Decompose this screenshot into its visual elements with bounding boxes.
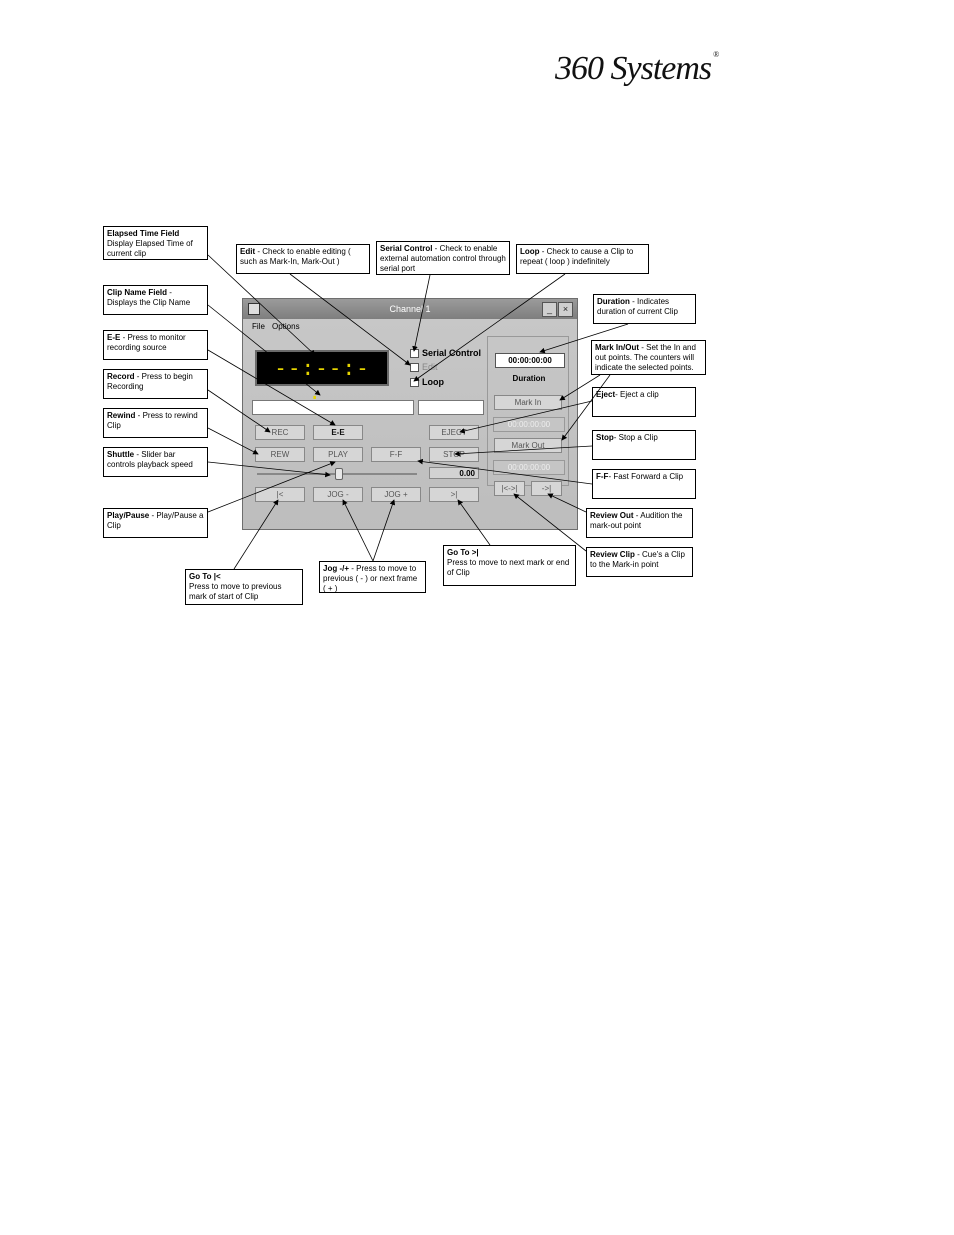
mark-out-button[interactable]: Mark Out <box>494 438 562 453</box>
jog-minus-button[interactable]: JOG - <box>313 487 363 502</box>
leader-markout <box>562 375 610 440</box>
callout-stop: Stop- Stop a Clip <box>592 430 696 460</box>
callout-rewind: Rewind - Press to rewind Clip <box>103 408 208 438</box>
duration-value: 00:00:00:00 <box>495 353 565 368</box>
callout-play-pause: Play/Pause - Play/Pause a Clip <box>103 508 208 538</box>
callout-goto-start: Go To |< Press to move to previous mark of start of Clip <box>185 569 303 605</box>
callout-eject: Eject- Eject a clip <box>592 387 696 417</box>
leader-ee <box>208 350 335 425</box>
callout-review-out: Review Out - Audition the mark-out point <box>586 508 693 538</box>
minimize-icon[interactable]: _ <box>542 302 557 317</box>
close-icon[interactable]: × <box>558 302 573 317</box>
menu-file[interactable]: File <box>252 322 265 331</box>
ff-button[interactable]: F-F <box>371 447 421 462</box>
callout-review-clip: Review Clip - Cue's a Clip to the Mark-in point <box>586 547 693 577</box>
eject-button[interactable]: EJECT <box>429 425 479 440</box>
callout-elapsed-time: Elapsed Time Field Display Elapsed Time of current clip <box>103 226 208 260</box>
leader-ff <box>418 461 592 484</box>
stop-button[interactable]: STOP <box>429 447 479 462</box>
leader-shuttle <box>208 462 330 475</box>
leader-reviewclip <box>514 494 586 551</box>
callout-serial-control: Serial Control - Check to enable external automation control through serial port <box>376 241 510 275</box>
ee-button[interactable]: E-E <box>313 425 363 440</box>
callout-record: Record - Press to begin Recording <box>103 369 208 399</box>
leader-record <box>208 390 270 432</box>
rew-button[interactable]: REW <box>255 447 305 462</box>
shuttle-speed-readout: 0.00 <box>429 467 479 479</box>
callout-clip-name: Clip Name Field - Displays the Clip Name <box>103 285 208 315</box>
jog-plus-button[interactable]: JOG + <box>371 487 421 502</box>
leader-elapsed <box>208 255 315 355</box>
window-title: Channel 1 <box>389 304 431 314</box>
leader-rewind <box>208 428 258 454</box>
callout-ff: F-F- Fast Forward a Clip <box>592 469 696 499</box>
leader-edit <box>290 274 410 365</box>
edit-checkbox[interactable]: Edit <box>410 362 522 374</box>
goto-start-button[interactable]: |< <box>255 487 305 502</box>
callout-shuttle: Shuttle - Slider bar controls playback speed <box>103 447 208 477</box>
leader-duration <box>540 324 628 352</box>
callout-jog: Jog -/+ - Press to move to previous ( - ) or next frame ( + ) <box>319 561 426 593</box>
leader-gotostart <box>234 500 278 569</box>
leader-playpause <box>208 462 335 512</box>
leader-jog-minus <box>343 500 373 561</box>
mark-in-counter: 00:00:00:00 <box>493 417 565 432</box>
leader-eject <box>460 401 592 432</box>
serial-control-checkbox[interactable]: Serial Control <box>410 348 522 360</box>
leader-serial <box>414 275 430 351</box>
leader-gotoend <box>458 500 490 545</box>
goto-end-button[interactable]: >| <box>429 487 479 502</box>
leader-stop <box>455 446 592 454</box>
loop-checkbox[interactable]: Loop <box>410 377 522 389</box>
play-button[interactable]: PLAY <box>313 447 363 462</box>
menu-options[interactable]: Options <box>272 322 300 331</box>
review-out-button[interactable]: ->| <box>531 481 562 496</box>
callout-mark-in-out: Mark In/Out - Set the In and out points. The counters will indicate the selected points. <box>591 340 706 375</box>
leader-clipname <box>208 305 320 395</box>
company-logo: 360 Systems ® <box>555 50 719 87</box>
elapsed-time-display: --:--:- <box>255 350 389 386</box>
leader-jog-plus <box>373 500 394 561</box>
rec-button[interactable]: REC <box>255 425 305 440</box>
callout-ee: E-E - Press to monitor recording source <box>103 330 208 360</box>
mark-in-button[interactable]: Mark In <box>494 395 562 410</box>
leader-loop <box>414 274 565 381</box>
callout-loop: Loop - Check to cause a Clip to repeat ( loop ) indefinitely <box>516 244 649 274</box>
duration-label: Duration <box>512 374 546 383</box>
review-clip-button[interactable]: |<->| <box>494 481 525 496</box>
leader-reviewout <box>548 494 586 512</box>
callout-duration: Duration - Indicates duration of current Clip <box>593 294 696 324</box>
callout-goto-end: Go To >| Press to move to next mark or end of Clip <box>443 545 576 586</box>
mark-out-counter: 00:00:00:00 <box>493 460 565 475</box>
callout-edit: Edit - Check to enable editing ( such as Mark-In, Mark-Out ) <box>236 244 370 274</box>
